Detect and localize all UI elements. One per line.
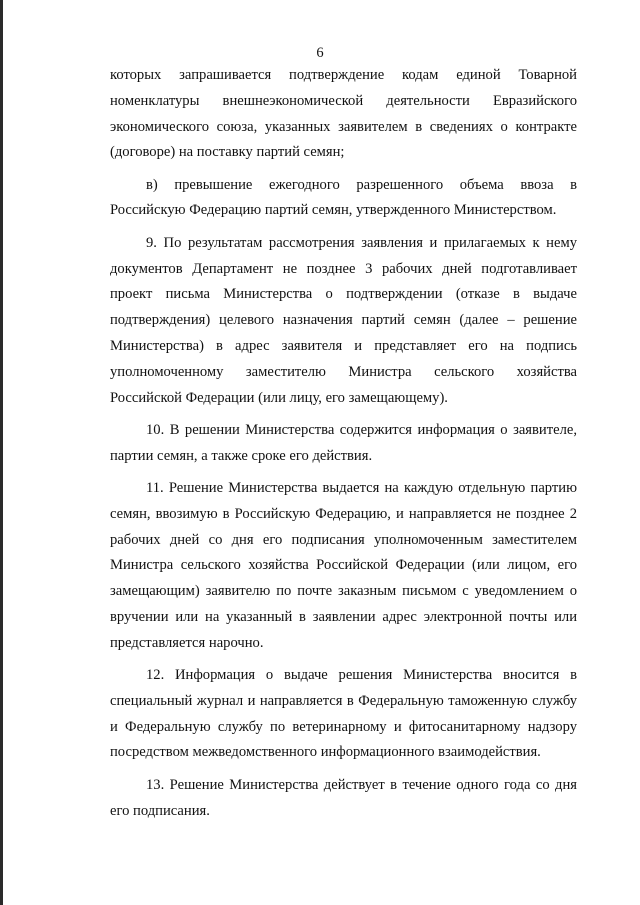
paragraph-12: 12. Информация о выдаче решения Министерства вносится в специальный журнал и направляется в Федеральную таможенную службу и Федеральную службу по ветеринарному и фитосанитарному надзору посредством межведомственного информационного взаимодействия. — [110, 667, 577, 761]
scan-edge-shadow — [0, 0, 3, 905]
paragraph-11: 11. Решение Министерства выдается на каждую отдельную партию семян, ввозимую в Российскую Федерацию, и направляется не позднее 2 рабочих дней со дня его подписания уполномоченным заместителем Министра сельского хозяйства Российской Федерации (или лицом, его замещающим) заявителю по почте заказным письмом с уведомлением о вручении или на указанный в заявлении адрес электронной почты или представляется нарочно. — [110, 479, 577, 651]
paragraph-10: 10. В решении Министерства содержится информация о заявителе, партии семян, а также сроке его действия. — [110, 421, 577, 464]
paragraph-continuation: которых запрашивается подтверждение кодам единой Товарной номенклатуры внешнеэкономической деятельности Евразийского экономического союза, указанных заявителем в сведениях о контракте (договоре) на поставку партий семян; — [110, 67, 577, 161]
paragraph-item-v: в) превышение ежегодного разрешенного объема ввоза в Российскую Федерацию партий семян, утвержденного Министерством. — [110, 176, 577, 219]
paragraph-13: 13. Решение Министерства действует в течение одного года со дня его подписания. — [110, 776, 577, 819]
paragraph-9: 9. По результатам рассмотрения заявления и прилагаемых к нему документов Департамент не позднее 3 рабочих дней подготавливает проект письма Министерства о подтверждении (отказе в выдаче подтверждения) целевого назначения партий семян (далее – решение Министерства) в адрес заявителя и представляет его на подпись уполномоченному заместителю Министра сельского хозяйства Российской Федерации (или лицу, его замещающему). — [110, 234, 577, 406]
document-body — [110, 63, 577, 831]
page-number: 6 — [316, 45, 324, 61]
